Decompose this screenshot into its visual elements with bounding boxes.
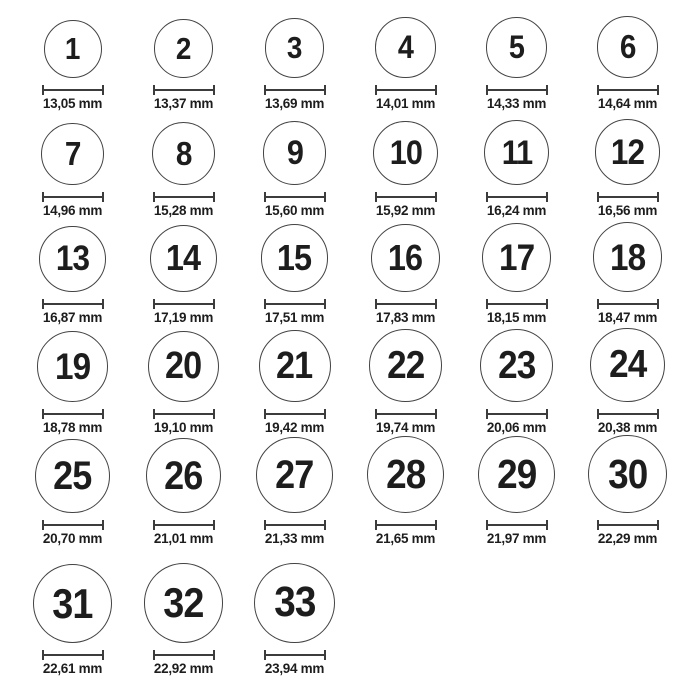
diameter-label: 15,28 mm <box>153 203 214 218</box>
diameter-measure-line <box>375 409 437 419</box>
diameter-label: 17,19 mm <box>153 310 214 325</box>
diameter-label: 13,69 mm <box>264 95 325 111</box>
diameter-measure-line <box>597 409 659 419</box>
diameter-measure-line <box>375 192 437 202</box>
ring-circle <box>371 224 440 293</box>
ring-size-cell <box>350 110 461 218</box>
ring-circle <box>33 564 112 643</box>
ring-size-cell <box>239 546 350 676</box>
ring-circle <box>367 436 444 513</box>
diameter-label: 22,92 mm <box>153 661 214 676</box>
diameter-label: 23,94 mm <box>264 661 325 676</box>
ring-size-number: 29 <box>496 451 537 497</box>
diameter-label: 19,42 mm <box>264 420 325 435</box>
ring-size-cell <box>572 16 683 111</box>
diameter-measure-line <box>486 192 548 202</box>
diameter-measure-line <box>486 299 548 309</box>
ring-size-cell <box>350 325 461 435</box>
ring-size-cell <box>572 110 683 218</box>
diameter-label: 14,01 mm <box>375 95 436 111</box>
ring-size-number: 14 <box>166 237 201 279</box>
diameter-label: 17,83 mm <box>375 310 436 325</box>
diameter-measure-line <box>486 85 548 95</box>
ring-size-number: 10 <box>389 133 422 172</box>
ring-size-number: 1 <box>65 31 80 66</box>
diameter-label: 19,74 mm <box>375 420 436 435</box>
ring-circle <box>35 439 110 514</box>
ring-circle <box>590 328 664 402</box>
ring-circle <box>593 222 663 292</box>
diameter-label: 18,47 mm <box>597 310 658 325</box>
ring-size-cell <box>461 325 572 435</box>
ring-size-cell <box>350 435 461 546</box>
ring-size-number: 16 <box>388 236 423 278</box>
ring-circle <box>597 16 659 78</box>
diameter-measure-line <box>264 520 326 530</box>
ring-circle <box>254 563 334 643</box>
ring-circle <box>44 20 102 78</box>
diameter-measure-line <box>153 520 215 530</box>
diameter-measure-line <box>375 299 437 309</box>
diameter-label: 20,70 mm <box>42 531 103 547</box>
diameter-label: 13,05 mm <box>42 95 103 111</box>
ring-size-number: 6 <box>619 28 636 66</box>
ring-circle <box>373 121 437 185</box>
diameter-measure-line <box>42 520 104 530</box>
diameter-label: 15,60 mm <box>264 203 325 218</box>
ring-size-cell <box>461 218 572 325</box>
ring-size-number: 26 <box>164 453 203 498</box>
ring-size-cell <box>17 16 128 111</box>
ring-circle <box>259 330 331 402</box>
ring-size-cell <box>350 16 461 111</box>
ring-size-row <box>17 546 683 676</box>
ring-size-number: 9 <box>286 134 303 173</box>
ring-circle <box>154 19 213 78</box>
ring-size-number: 22 <box>386 344 425 388</box>
diameter-measure-line <box>375 85 437 95</box>
ring-size-number: 21 <box>276 345 313 387</box>
ring-circle <box>478 436 556 514</box>
diameter-measure-line <box>42 299 104 309</box>
ring-size-cell <box>572 218 683 325</box>
diameter-measure-line <box>153 409 215 419</box>
ring-size-cell <box>128 218 239 325</box>
ring-circle <box>265 18 324 77</box>
ring-circle <box>375 17 435 77</box>
ring-size-cell <box>239 218 350 325</box>
diameter-label: 21,33 mm <box>264 531 325 547</box>
ring-size-cell <box>239 16 350 111</box>
ring-size-number: 8 <box>175 135 192 173</box>
diameter-label: 15,92 mm <box>375 203 436 218</box>
ring-circle <box>39 226 105 292</box>
ring-size-cell <box>17 546 128 676</box>
diameter-label: 21,65 mm <box>375 531 436 547</box>
diameter-measure-line <box>264 192 326 202</box>
ring-size-row <box>17 110 683 218</box>
diameter-label: 13,37 mm <box>153 95 214 111</box>
diameter-measure-line <box>597 299 659 309</box>
diameter-label: 19,10 mm <box>153 420 214 435</box>
ring-size-number: 17 <box>498 236 535 278</box>
ring-size-cell <box>461 16 572 111</box>
diameter-label: 16,24 mm <box>486 203 547 218</box>
diameter-label: 22,61 mm <box>42 661 103 676</box>
ring-size-number: 11 <box>501 133 532 172</box>
diameter-label: 20,38 mm <box>597 420 658 435</box>
diameter-measure-line <box>264 409 326 419</box>
ring-size-number: 30 <box>607 450 648 497</box>
ring-circle <box>484 120 549 185</box>
ring-size-number: 15 <box>277 237 312 279</box>
ring-size-number: 23 <box>497 343 536 387</box>
ring-circle <box>588 435 666 513</box>
ring-size-number: 31 <box>52 579 93 627</box>
diameter-measure-line <box>153 85 215 95</box>
ring-size-number: 18 <box>609 236 646 278</box>
diameter-measure-line <box>153 650 215 660</box>
ring-circle <box>41 123 103 185</box>
ring-size-number: 4 <box>397 29 414 66</box>
ring-circle <box>595 119 661 185</box>
diameter-label: 20,06 mm <box>486 420 547 435</box>
ring-circle <box>261 224 329 292</box>
ring-circle <box>148 331 219 402</box>
ring-circle <box>263 121 327 185</box>
diameter-measure-line <box>153 192 215 202</box>
diameter-measure-line <box>153 299 215 309</box>
ring-size-number: 27 <box>275 453 314 498</box>
ring-size-cell <box>461 435 572 546</box>
ring-size-cell <box>350 218 461 325</box>
diameter-measure-line <box>42 650 104 660</box>
diameter-measure-line <box>486 409 548 419</box>
diameter-measure-line <box>597 192 659 202</box>
ring-size-number: 33 <box>273 578 316 627</box>
ring-size-number: 7 <box>64 135 81 173</box>
ring-circle <box>150 225 217 292</box>
diameter-label: 14,64 mm <box>597 95 658 111</box>
ring-size-number: 32 <box>163 579 204 627</box>
ring-size-cell <box>17 218 128 325</box>
ring-circle <box>480 329 553 402</box>
diameter-label: 16,87 mm <box>42 310 103 325</box>
ring-circle <box>37 331 108 402</box>
diameter-measure-line <box>597 520 659 530</box>
diameter-measure-line <box>42 85 104 95</box>
ring-size-cell <box>572 435 683 546</box>
diameter-label: 17,51 mm <box>264 310 325 325</box>
ring-size-number: 24 <box>608 343 647 387</box>
ring-size-number: 3 <box>287 30 302 66</box>
ring-size-number: 28 <box>385 451 426 498</box>
diameter-label: 14,33 mm <box>486 95 547 111</box>
diameter-label: 21,97 mm <box>486 531 547 547</box>
ring-circle <box>369 329 442 402</box>
ring-size-cell <box>17 325 128 435</box>
diameter-label: 22,29 mm <box>597 531 658 547</box>
ring-circle <box>152 122 215 185</box>
ring-size-cell <box>128 435 239 546</box>
ring-size-row <box>17 325 683 435</box>
diameter-label: 18,78 mm <box>42 420 103 435</box>
diameter-measure-line <box>264 650 326 660</box>
ring-circle <box>482 223 551 292</box>
ring-size-cell <box>128 546 239 676</box>
diameter-measure-line <box>375 520 437 530</box>
diameter-measure-line <box>264 85 326 95</box>
diameter-measure-line <box>42 409 104 419</box>
diameter-label: 14,96 mm <box>42 203 103 218</box>
ring-size-cell <box>572 325 683 435</box>
ring-size-number: 12 <box>610 132 645 172</box>
diameter-measure-line <box>597 85 659 95</box>
diameter-label: 21,01 mm <box>153 531 214 547</box>
ring-circle <box>256 437 332 513</box>
ring-size-cell <box>239 325 350 435</box>
ring-size-cell <box>461 110 572 218</box>
ring-size-cell <box>128 110 239 218</box>
diameter-label: 16,56 mm <box>597 203 658 218</box>
ring-size-cell <box>17 435 128 546</box>
ring-size-cell <box>239 110 350 218</box>
diameter-label: 18,15 mm <box>486 310 547 325</box>
ring-size-number: 19 <box>54 346 91 388</box>
ring-circle <box>144 563 224 643</box>
ring-size-number: 5 <box>508 29 525 66</box>
ring-size-number: 2 <box>176 30 191 66</box>
ring-size-cell <box>128 16 239 111</box>
ring-size-row <box>17 218 683 325</box>
diameter-measure-line <box>264 299 326 309</box>
ring-circle <box>146 438 222 514</box>
ring-size-number: 13 <box>55 239 90 279</box>
ring-size-cell <box>128 325 239 435</box>
ring-size-row <box>17 435 683 546</box>
ring-size-cell <box>239 435 350 546</box>
ring-size-number: 20 <box>165 345 202 388</box>
ring-circle <box>486 17 547 78</box>
diameter-measure-line <box>42 192 104 202</box>
diameter-measure-line <box>486 520 548 530</box>
ring-size-number: 25 <box>53 453 92 498</box>
ring-size-row <box>17 16 683 110</box>
ring-size-cell <box>17 110 128 218</box>
